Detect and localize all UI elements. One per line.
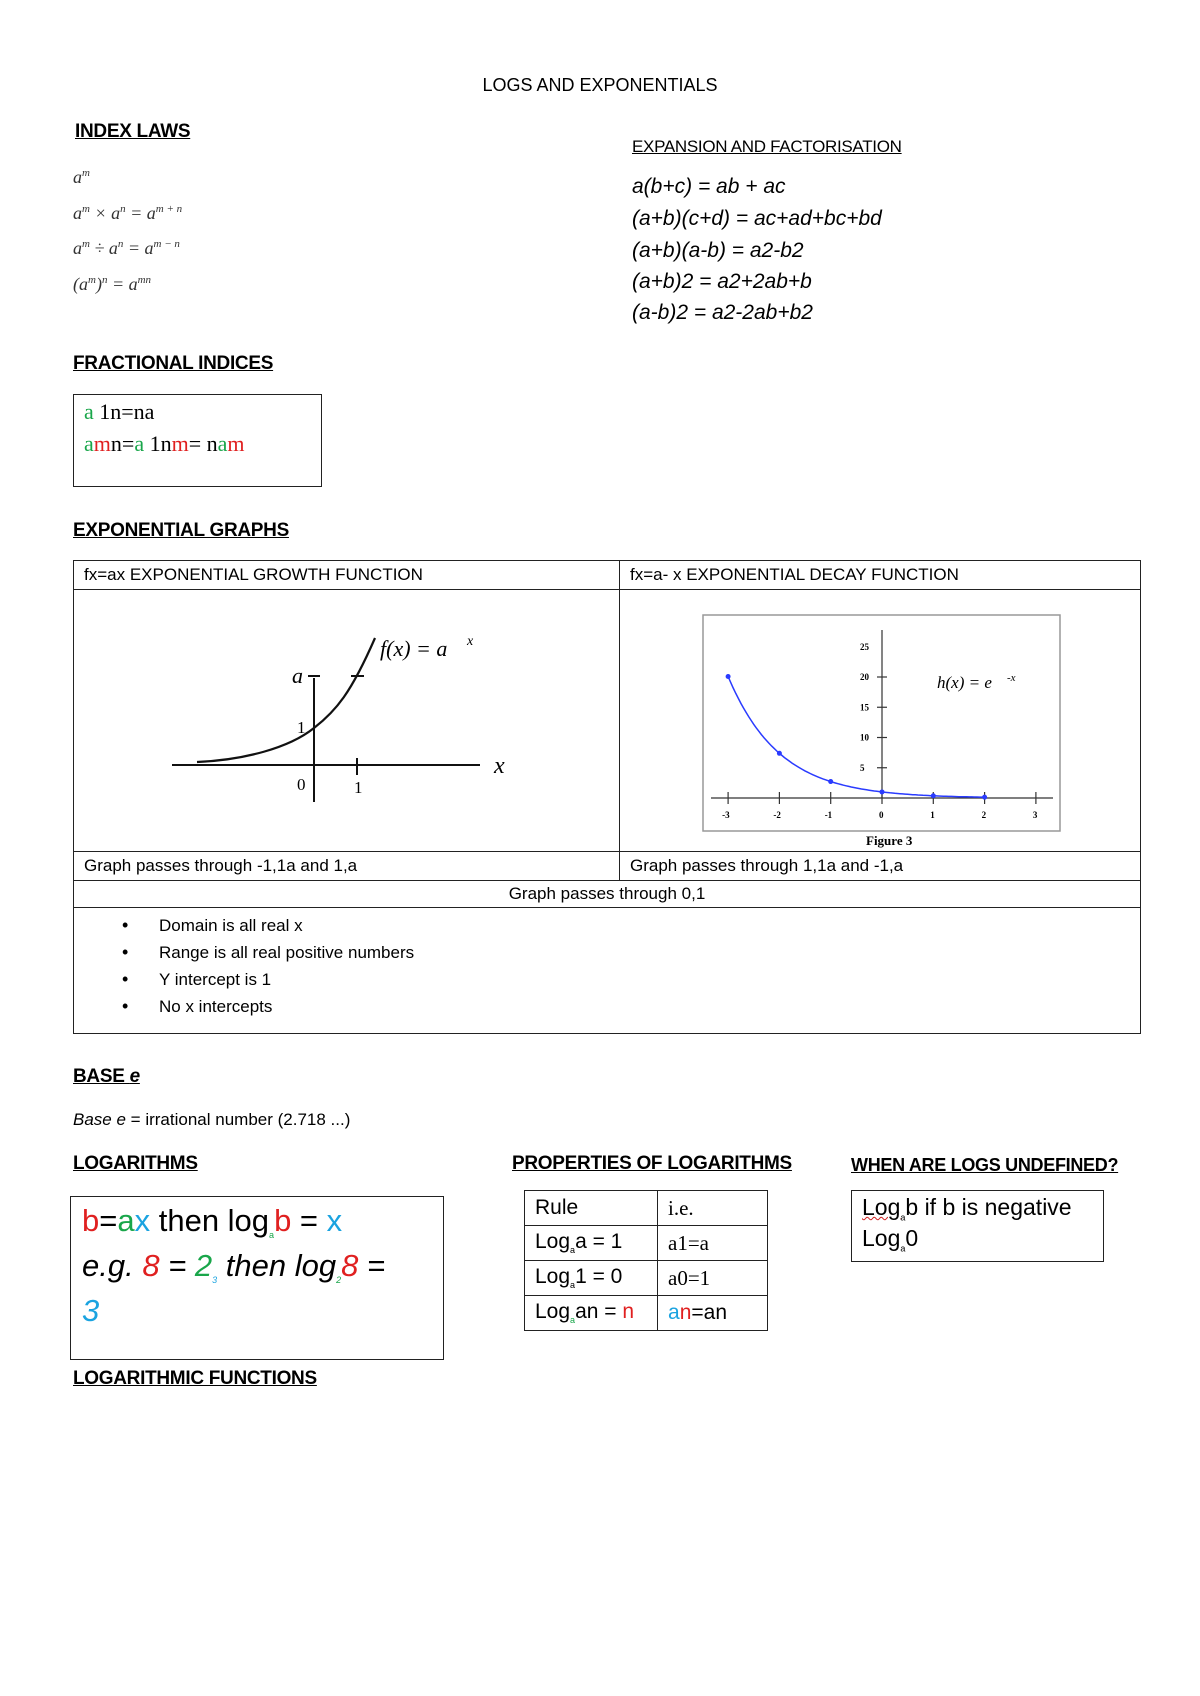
table-row bbox=[525, 1226, 768, 1261]
table-row bbox=[525, 1296, 768, 1331]
index-law-4: $(a^m)^n = a^{mn}$ bbox=[73, 274, 152, 294]
log-example-answer: 3 bbox=[82, 1293, 100, 1328]
decay-point bbox=[931, 793, 936, 798]
logarithms-heading: LOGARITHMS bbox=[73, 1153, 198, 1174]
expansion-line-4: (a+b)2 = a2+2ab+b bbox=[632, 270, 812, 293]
table-row bbox=[525, 1261, 768, 1296]
log-def-line: b=ax then $\log_ab = x$ bbox=[82, 1203, 343, 1241]
growth-note: Graph passes through -1,1a and 1,a bbox=[74, 852, 620, 881]
bullet-item: • Y intercept is 1 bbox=[74, 966, 1140, 993]
decay-header: fx=a- x EXPONENTIAL DECAY FUNCTION bbox=[620, 561, 1141, 590]
decay-y-tick-label: 25 bbox=[860, 641, 869, 652]
index-law-3: $a^m \div a^n = a^{m - n}$ bbox=[73, 238, 180, 258]
growth-graph-cell bbox=[74, 590, 620, 852]
index-laws-heading: INDEX LAWS bbox=[75, 121, 191, 142]
common-note: Graph passes through 0,1 bbox=[74, 881, 1141, 908]
base-e-heading: BASE e bbox=[73, 1066, 140, 1087]
base-e-line: Base e = irrational number (2.718 ...) bbox=[73, 1110, 351, 1129]
fractional-heading: FRACTIONAL INDICES bbox=[73, 353, 274, 374]
index-law-2: $a^m \times a^n = a^{m + n}$ bbox=[73, 203, 183, 223]
growth-header: fx=ax EXPONENTIAL GROWTH FUNCTION bbox=[74, 561, 620, 590]
property-ie: a0=1 bbox=[658, 1261, 768, 1296]
decay-y-tick-label: 10 bbox=[860, 732, 869, 743]
fractional-line-1: a 1n=na bbox=[84, 399, 155, 424]
decay-x-tick-label: -2 bbox=[773, 810, 781, 820]
bullet-item: • Domain is all real x bbox=[74, 912, 1140, 939]
decay-label-exp: -x bbox=[1007, 672, 1016, 684]
decay-point bbox=[828, 779, 833, 784]
property-ie: an=an bbox=[658, 1296, 768, 1331]
exp-graphs-heading: EXPONENTIAL GRAPHS bbox=[73, 520, 289, 541]
properties-table bbox=[524, 1190, 768, 1331]
decay-point bbox=[777, 751, 782, 756]
fractional-box bbox=[73, 394, 322, 487]
property-rule: Log$_a$an = n bbox=[525, 1296, 658, 1331]
growth-graph bbox=[74, 590, 619, 851]
decay-x-tick-label: 1 bbox=[930, 810, 935, 820]
growth-fx-label: f(x) = a bbox=[380, 636, 448, 661]
bullets-cell bbox=[74, 908, 1141, 1034]
bullet-item: • Range is all real positive numbers bbox=[74, 939, 1140, 966]
undefined-box bbox=[851, 1190, 1104, 1262]
decay-graph-cell bbox=[620, 590, 1141, 852]
bullet-item: • No x intercepts bbox=[74, 993, 1140, 1020]
exp-graphs-table bbox=[73, 560, 1141, 1034]
decay-label: h(x) = e bbox=[937, 673, 992, 692]
growth-xone-label: 1 bbox=[354, 778, 363, 797]
growth-curve bbox=[197, 638, 375, 762]
decay-y-tick-label: 20 bbox=[860, 672, 869, 682]
decay-y-tick-label: 15 bbox=[860, 702, 869, 713]
log-example-line: e.g. $8 = 2_3$ then $\log_28$ = bbox=[82, 1248, 386, 1286]
growth-zero-label: 0 bbox=[297, 775, 306, 794]
decay-caption: Figure 3 bbox=[866, 833, 913, 848]
decay-x-tick-label: -1 bbox=[824, 810, 833, 820]
expansion-line-2: (a+b)(c+d) = ac+ad+bc+bd bbox=[632, 207, 882, 230]
expansion-line-5: (a-b)2 = a2-2ab+b2 bbox=[632, 301, 813, 324]
decay-x-tick-label: -3 bbox=[722, 810, 730, 820]
growth-a-label: a bbox=[292, 663, 303, 688]
decay-x-tick-label: 0 bbox=[879, 810, 884, 820]
properties-header-rule: Rule bbox=[525, 1191, 658, 1226]
property-rule: Log$_a$a = 1 bbox=[525, 1226, 658, 1261]
decay-note: Graph passes through 1,1a and -1,a bbox=[620, 852, 1141, 881]
growth-one-label: 1 bbox=[297, 718, 306, 737]
decay-graph bbox=[620, 590, 1140, 851]
decay-x-tick-label: 3 bbox=[1032, 810, 1038, 820]
expansion-line-1: a(b+c) = ab + ac bbox=[632, 175, 786, 198]
expansion-line-3: (a+b)(a-b) = a2-b2 bbox=[632, 239, 804, 262]
property-ie: a1=a bbox=[658, 1226, 768, 1261]
properties-bullet-list bbox=[74, 912, 1140, 1020]
log-functions-heading: LOGARITHMIC FUNCTIONS bbox=[73, 1368, 317, 1389]
decay-point bbox=[982, 795, 987, 800]
decay-point bbox=[726, 674, 731, 679]
properties-header-ie: i.e. bbox=[658, 1191, 768, 1226]
growth-x-label: x bbox=[494, 753, 505, 779]
decay-y-tick-label: 5 bbox=[860, 762, 865, 773]
property-rule: Log$_a$1 = 0 bbox=[525, 1261, 658, 1296]
undefined-heading: WHEN ARE LOGS UNDEFINED? bbox=[851, 1155, 1119, 1175]
growth-fx-exp: x bbox=[467, 634, 474, 649]
index-law-1: $a^m$ bbox=[73, 167, 90, 187]
undefined-line-1: Log$_a$b if b is negative bbox=[862, 1194, 1072, 1223]
logarithms-box bbox=[70, 1196, 444, 1360]
fractional-line-2: amn=a 1nm= nam bbox=[84, 431, 245, 456]
properties-heading: PROPERTIES OF LOGARITHMS bbox=[512, 1153, 792, 1174]
undefined-line-2: Log$_a$0 bbox=[862, 1225, 919, 1254]
decay-point bbox=[880, 789, 885, 794]
expansion-heading: EXPANSION AND FACTORISATION bbox=[632, 137, 902, 156]
page-title: LOGS AND EXPONENTIALS bbox=[482, 75, 718, 95]
decay-x-tick-label: 2 bbox=[981, 810, 987, 820]
